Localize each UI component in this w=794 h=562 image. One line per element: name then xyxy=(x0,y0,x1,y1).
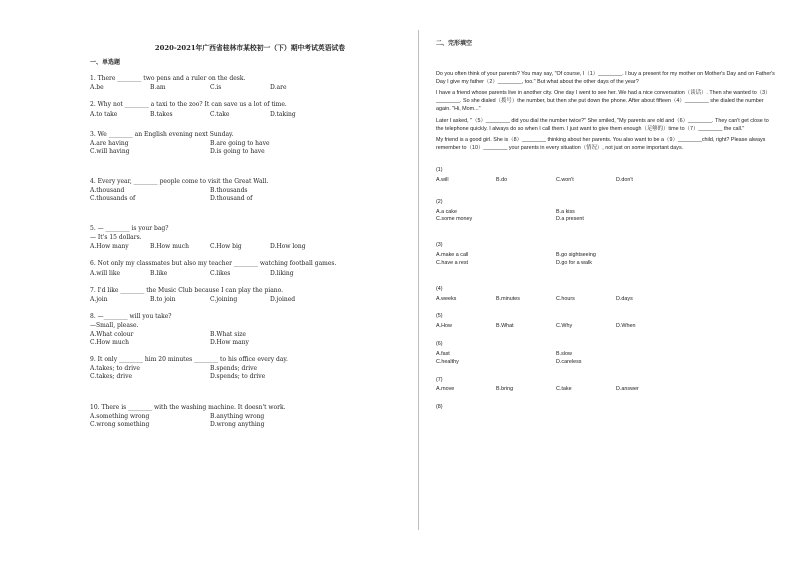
cloze-number: (8) xyxy=(436,404,443,411)
option-choice: B.thousands xyxy=(210,187,248,195)
option-group xyxy=(90,365,410,381)
cloze-passage xyxy=(436,71,776,153)
cloze-option: C.hours xyxy=(556,295,575,302)
question-stem: 6. Not only my classmates but also my teacher ________ watching football games. xyxy=(90,260,337,268)
option-choice: C.wrong something xyxy=(90,420,150,428)
cloze-option: D.answer xyxy=(616,386,639,393)
option-choice: D.taking xyxy=(270,110,296,118)
question-stem: 8. —________ will you take? xyxy=(90,312,172,320)
cloze-option: B.What xyxy=(496,323,514,330)
cloze-option: B.do xyxy=(496,176,508,183)
cloze-option: B.minutes xyxy=(496,295,520,302)
option-choice: D.thousand of xyxy=(210,195,253,203)
option-choice: A.will like xyxy=(90,269,121,277)
cloze-option: C.won't xyxy=(556,176,574,183)
option-choice: D.spends; to drive xyxy=(210,373,266,381)
cloze-number: (4) xyxy=(436,285,443,292)
option-group xyxy=(90,140,410,156)
option-group xyxy=(90,243,410,251)
option-choice: A.takes; to drive xyxy=(90,365,140,373)
option-choice: C.likes xyxy=(210,269,231,277)
cloze-option: A.a cake xyxy=(436,208,457,215)
option-group xyxy=(90,111,410,119)
option-choice: D.wrong anything xyxy=(210,420,265,428)
option-choice: D.How long xyxy=(270,243,306,251)
question-item xyxy=(90,101,410,118)
section-cloze: 二、完形填空 xyxy=(436,41,473,47)
option-choice: C.take xyxy=(210,110,230,118)
cloze-option: A.How xyxy=(436,323,452,330)
cloze-option: B.slow xyxy=(556,350,572,357)
cloze-question-list xyxy=(436,167,776,412)
cloze-option-group xyxy=(436,252,776,268)
option-choice: A.How many xyxy=(90,243,129,251)
question-item xyxy=(90,75,410,92)
cloze-option: D.careless xyxy=(556,358,582,365)
cloze-option: A.make a call xyxy=(436,252,469,259)
section-single-choice: 一、单选题 xyxy=(90,59,121,67)
cloze-number: (3) xyxy=(436,242,443,249)
passage-paragraph: Do you often think of your parents? You may say, "Of course, I（1）________. I buy a present for my mother on Mother's Day and on Father's Day I give my father（2）________, too." But what about the other days of the year? xyxy=(436,70,775,85)
option-choice: B.How much xyxy=(150,243,189,251)
question-stem: 9. It only ________ him 20 minutes ________ to his office every day. xyxy=(90,356,288,364)
cloze-option: B.a kiss xyxy=(556,208,575,215)
question-item xyxy=(90,178,410,203)
cloze-number: (6) xyxy=(436,341,443,348)
question-item xyxy=(90,131,410,156)
cloze-option-group xyxy=(436,323,776,331)
option-choice: A.something wrong xyxy=(90,412,150,420)
option-choice: B.takes xyxy=(150,110,173,118)
cloze-number: (1) xyxy=(436,167,443,174)
passage-paragraph: Later I asked, "（5）________ did you dial the number twice?" She smiled, "My parents are old and（6）________. They can't get close to the telephone quickly. I always do so when I call them. I just want to give them enough（足够的）time to（7）________ the call." xyxy=(436,117,769,132)
option-choice: B.like xyxy=(150,269,168,277)
option-choice: B.am xyxy=(150,84,166,92)
option-group xyxy=(90,296,410,304)
question-stem: 5. — ________ is your bag? xyxy=(90,225,169,233)
cloze-option-group xyxy=(436,351,776,367)
cloze-option: C.some money xyxy=(436,216,473,223)
option-group xyxy=(90,331,410,347)
question-stem: 1. There ________ two pens and a ruler on the desk. xyxy=(90,75,246,83)
cloze-option: B.go sightseeing xyxy=(556,252,596,259)
option-choice: D.is going to have xyxy=(210,147,265,155)
question-stem: 7. I'd like ________ the Music Club because I can play the piano. xyxy=(90,286,284,294)
option-choice: C.is xyxy=(210,84,222,92)
option-choice: A.thousand xyxy=(90,187,125,195)
question-item xyxy=(90,356,410,381)
option-choice: A.to take xyxy=(90,110,118,118)
option-choice: A.What colour xyxy=(90,331,134,339)
cloze-option-group xyxy=(436,177,776,185)
option-choice: C.thousands of xyxy=(90,195,136,203)
cloze-option: A.weeks xyxy=(436,295,457,302)
cloze-option: A.move xyxy=(436,386,455,393)
question-stem: 4. Every year, ________ people come to visit the Great Wall. xyxy=(90,177,269,185)
cloze-option: A.fast xyxy=(436,350,450,357)
question-item xyxy=(90,260,410,277)
exam-title: 2020-2021年广西省桂林市某校初一（下）期中考试英语试卷 xyxy=(154,44,346,52)
cloze-option: D.go for a walk xyxy=(556,259,592,266)
option-group xyxy=(90,84,410,92)
option-choice: D.joined xyxy=(270,295,296,303)
cloze-option: B.bring xyxy=(496,386,514,393)
cloze-option: C.take xyxy=(556,386,572,393)
option-choice: C.joining xyxy=(210,295,238,303)
cloze-option: D.don't xyxy=(616,176,633,183)
cloze-option: C.healthy xyxy=(436,358,459,365)
option-choice: B.What size xyxy=(210,331,246,339)
cloze-option-group xyxy=(436,386,776,394)
option-choice: A.are having xyxy=(90,139,129,147)
option-group xyxy=(90,413,410,429)
cloze-number: (5) xyxy=(436,313,443,320)
passage-paragraph: My friend is a good girl. She is（8）________ thinking about her parents. You also want to be a（9）________child, right? Please always remember to（10）________ your parents in every situation（情况）, not just on some important days. xyxy=(436,137,766,152)
question-item xyxy=(90,313,410,347)
cloze-option: D.days xyxy=(616,295,633,302)
option-choice: D.How many xyxy=(210,339,249,347)
option-choice: C.How much xyxy=(90,339,129,347)
option-choice: A.join xyxy=(90,295,108,303)
cloze-option: A.will xyxy=(436,176,449,183)
question-stem: 10. There is ________ with the washing machine. It doesn't work. xyxy=(90,403,286,411)
option-group xyxy=(90,270,410,278)
question-stem: 3. We ________ an English evening next Sunday. xyxy=(90,130,234,138)
column-divider xyxy=(418,30,419,530)
question-answer-line: —Small, please. xyxy=(90,321,139,329)
right-column xyxy=(436,40,776,414)
option-choice: C.takes; drive xyxy=(90,373,133,381)
option-choice: B.spends; drive xyxy=(210,365,258,373)
option-choice: D.liking xyxy=(270,269,294,277)
option-choice: C.How big xyxy=(210,243,242,251)
option-choice: B.to join xyxy=(150,295,176,303)
question-item xyxy=(90,287,410,304)
option-choice: D.are xyxy=(270,84,287,92)
cloze-option: D.When xyxy=(616,323,636,330)
option-choice: B.anything wrong xyxy=(210,412,265,420)
cloze-option: D.a present xyxy=(556,216,584,223)
cloze-number: (7) xyxy=(436,376,443,383)
cloze-option-group xyxy=(436,209,776,225)
left-column xyxy=(90,40,410,438)
question-item xyxy=(90,225,410,251)
option-group xyxy=(90,187,410,203)
option-choice: A.be xyxy=(90,84,104,92)
question-stem: 2. Why not ________ a taxi to the zoo? It can save us a lot of time. xyxy=(90,101,287,109)
question-list xyxy=(90,75,410,429)
question-item xyxy=(90,404,410,429)
cloze-number: (2) xyxy=(436,198,443,205)
option-choice: B.are going to have xyxy=(210,139,270,147)
cloze-option-group xyxy=(436,296,776,304)
cloze-option: C.have a rest xyxy=(436,259,469,266)
question-answer-line: — It's 15 dollars. xyxy=(90,234,142,242)
passage-paragraph: I have a friend whose parents live in another city. One day I went to see her. We had a nice conversation（谈话）. Then she wanted to（3）________. So she dialed（拨号）the number, but then she put down the phone. After about fifteen（4）________ she dialed the number again. "Hi, Mom..." xyxy=(436,90,771,112)
option-choice: C.will having xyxy=(90,147,130,155)
cloze-option: C.Why xyxy=(556,323,573,330)
